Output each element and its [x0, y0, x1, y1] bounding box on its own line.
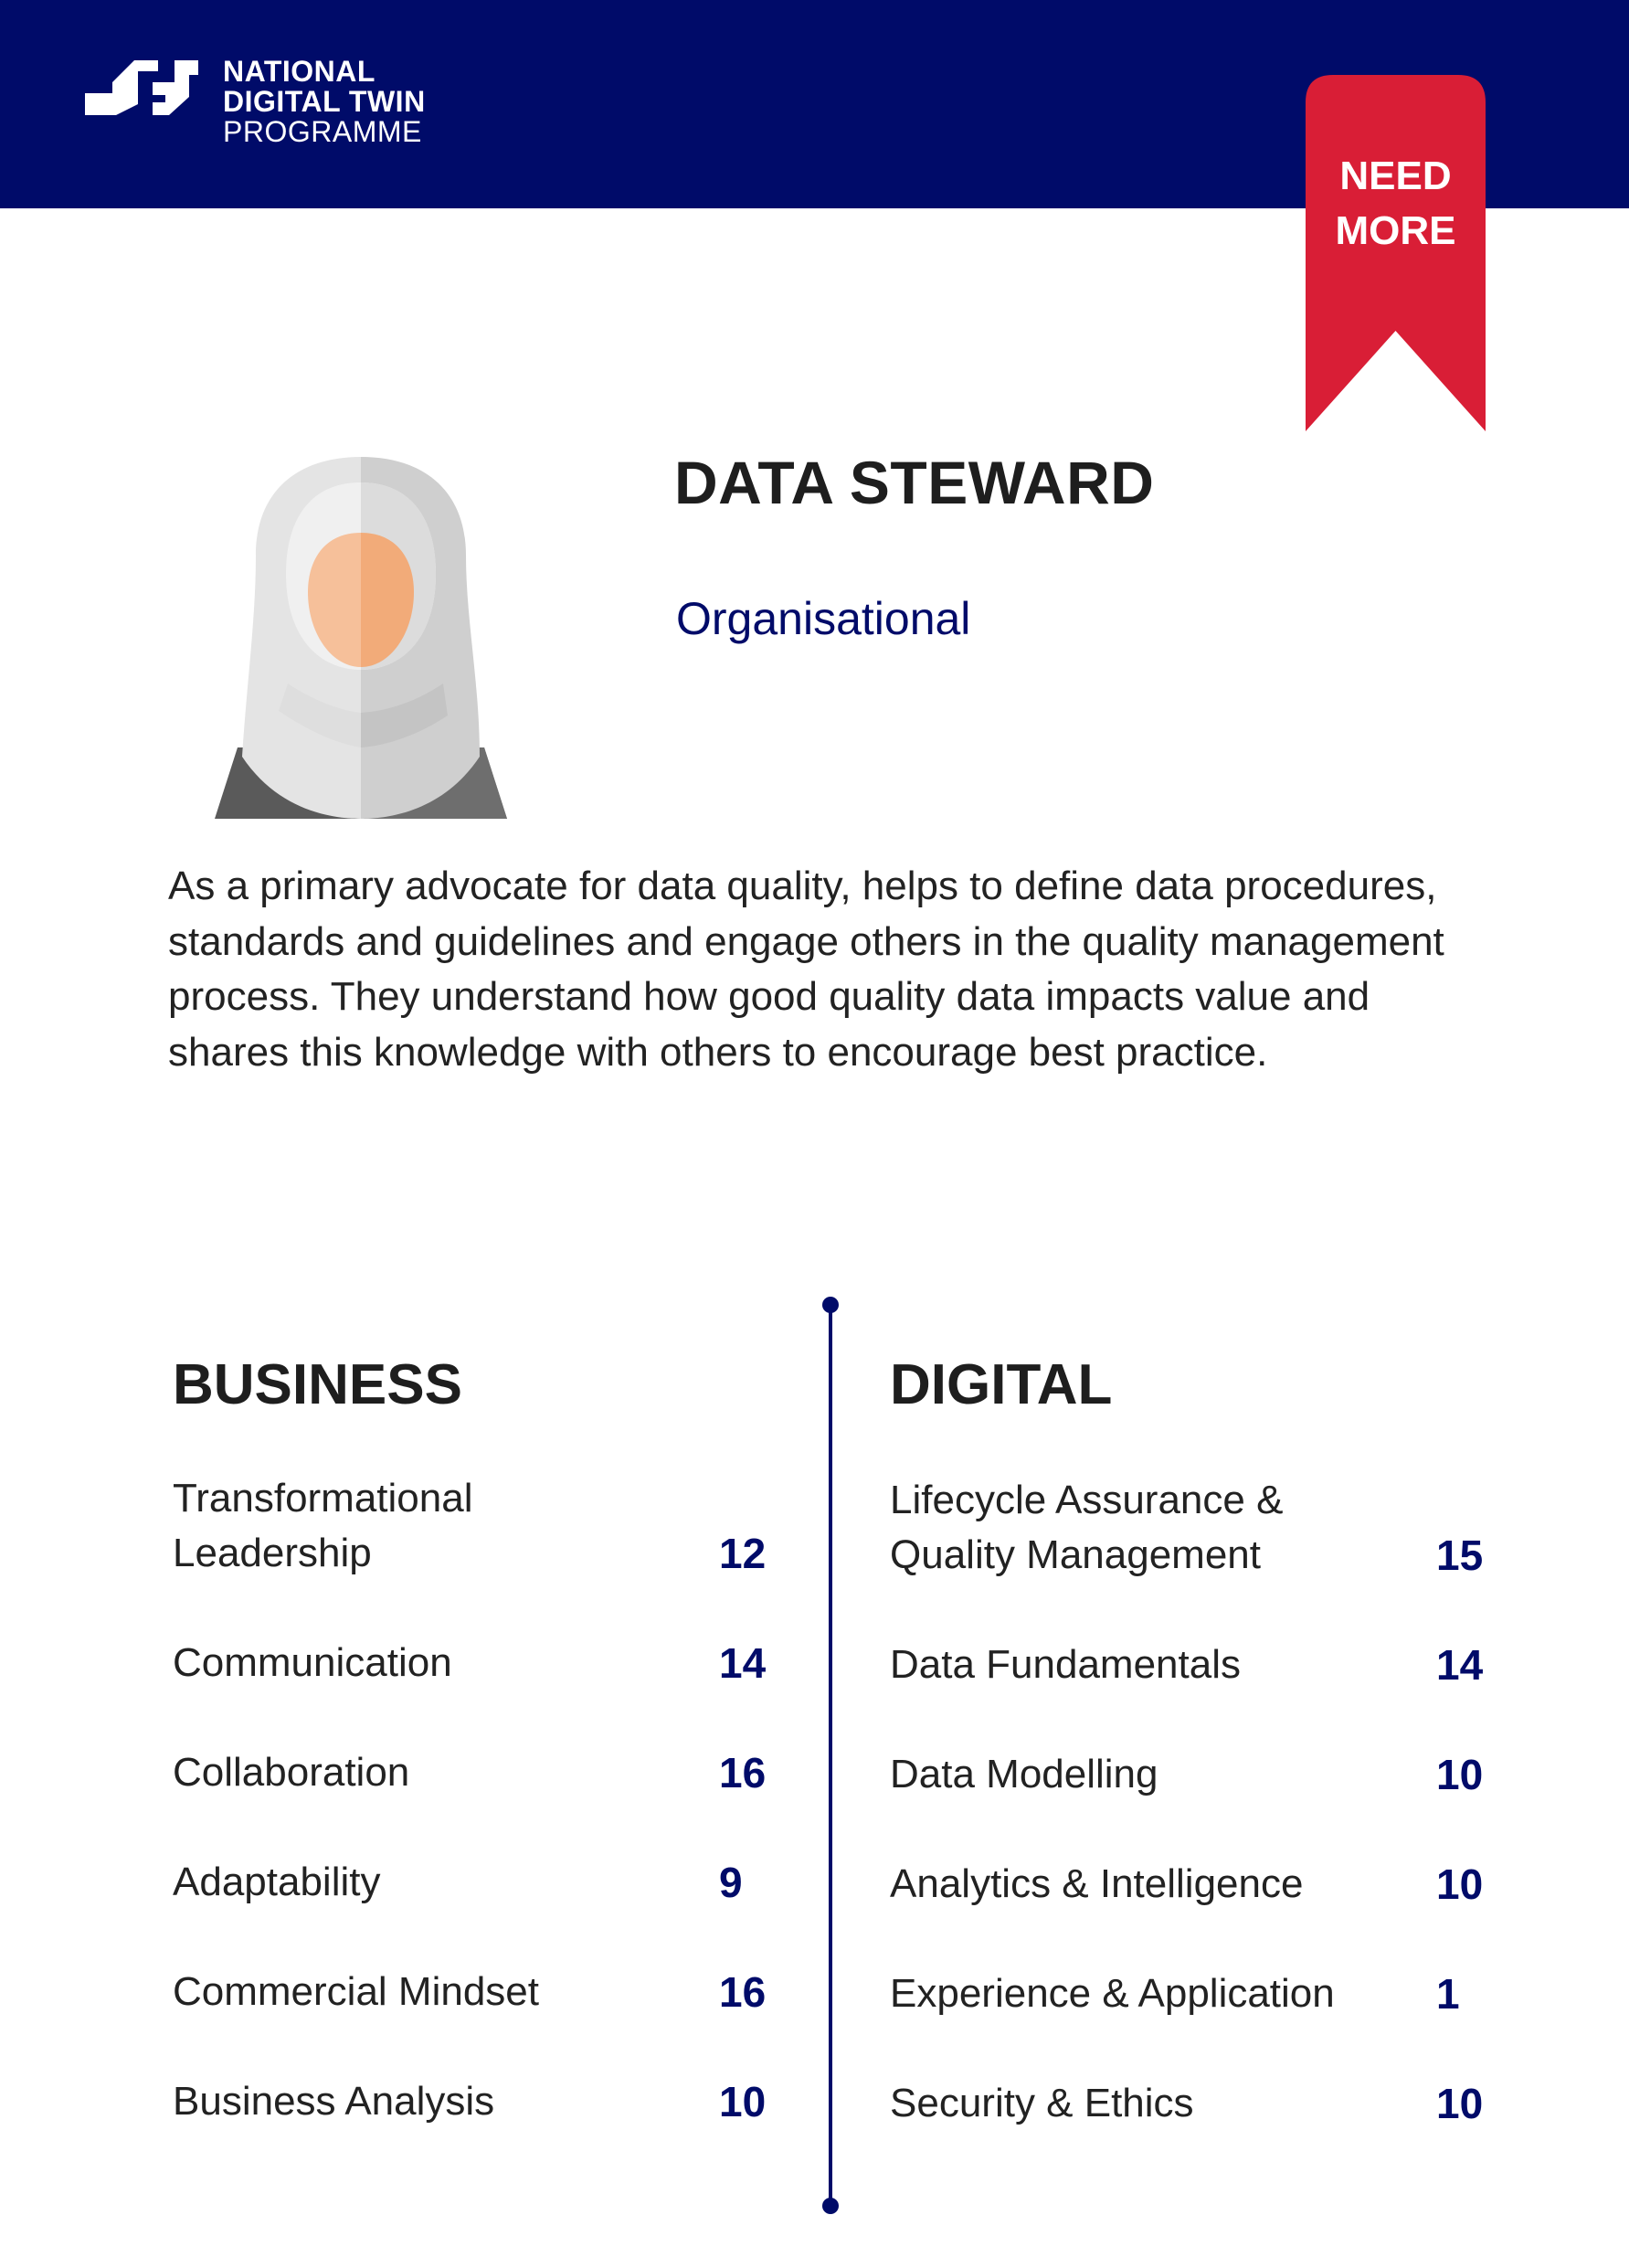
business-skill-score: 9	[719, 1859, 743, 1906]
digital-skill-score: 1	[1436, 1970, 1460, 2018]
brand-name	[223, 57, 426, 147]
divider-dot-bottom	[822, 2198, 839, 2214]
skill-name-line-1: Lifecycle Assurance &	[890, 1478, 1284, 1522]
digital-skill-score: 15	[1436, 1531, 1484, 1579]
business-section-title: BUSINESS	[173, 1353, 462, 1416]
need-more-label[interactable]	[1306, 149, 1486, 259]
ndtp-logo-icon	[85, 60, 198, 115]
business-skill-name: Communication	[173, 1640, 452, 1685]
column-divider	[829, 1305, 832, 2206]
skill-name-line-2: Quality Management	[890, 1532, 1261, 1577]
ribbon-line-1: NEED	[1339, 154, 1452, 198]
business-skill-score: 16	[719, 1968, 767, 2016]
digital-skill-score: 10	[1436, 1860, 1484, 1908]
business-skill-name: Commercial Mindset	[173, 1969, 539, 2014]
ribbon-line-2: MORE	[1335, 208, 1456, 253]
business-skill-name	[173, 1471, 473, 1581]
brand-line-3: PROGRAMME	[223, 115, 422, 148]
digital-skill-name: Analytics & Intelligence	[890, 1861, 1304, 1906]
digital-section-title: DIGITAL	[890, 1353, 1113, 1416]
business-skill-score: 14	[719, 1639, 767, 1687]
role-title: DATA STEWARD	[674, 449, 1155, 516]
digital-skill-score: 10	[1436, 2080, 1484, 2127]
skill-name-line-1: Transformational	[173, 1476, 473, 1521]
business-skill-score: 12	[719, 1530, 767, 1577]
business-skill-name: Collaboration	[173, 1750, 410, 1795]
digital-skill-score: 10	[1436, 1751, 1484, 1798]
digital-skill-name	[890, 1473, 1283, 1583]
business-skill-score: 16	[719, 1749, 767, 1796]
digital-skill-name: Data Fundamentals	[890, 1642, 1241, 1687]
brand-line-2: DIGITAL TWIN	[223, 85, 426, 118]
hijab-person-avatar-icon	[206, 455, 516, 819]
business-skill-score: 10	[719, 2078, 767, 2125]
business-skill-name: Adaptability	[173, 1860, 381, 1904]
digital-skill-score: 14	[1436, 1641, 1484, 1689]
business-skill-name: Business Analysis	[173, 2079, 495, 2124]
digital-skill-name: Data Modelling	[890, 1752, 1158, 1796]
digital-skill-name: Experience & Application	[890, 1971, 1335, 2016]
divider-dot-top	[822, 1297, 839, 1313]
digital-skill-name: Security & Ethics	[890, 2081, 1194, 2125]
skill-name-line-2: Leadership	[173, 1531, 372, 1575]
role-description: As a primary advocate for data quality, helps to define data procedures, standards and guidelines and engage others in the quality management process. They understand how good quality data impacts value and shares this knowledge with others to encourage best practice.	[168, 864, 1444, 1075]
role-category: Organisational	[676, 593, 971, 644]
brand-line-1: NATIONAL	[223, 55, 376, 88]
